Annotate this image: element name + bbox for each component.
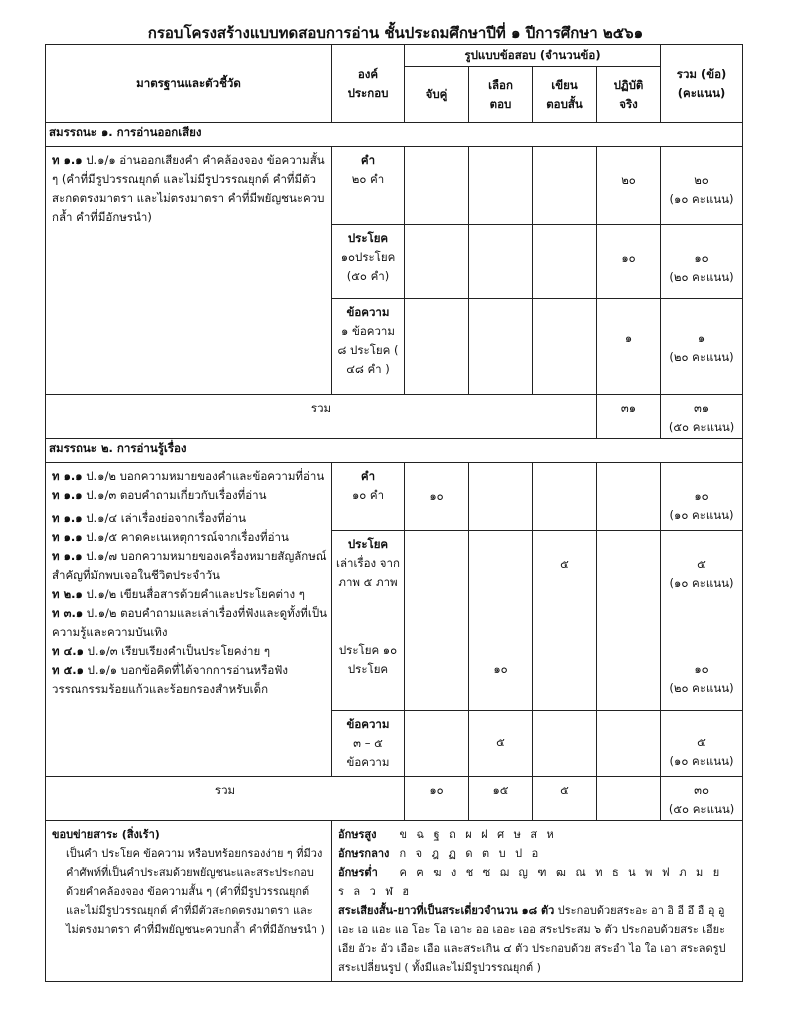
mid-class-label: อักษรกลาง xyxy=(338,847,390,860)
indicator-text: ป.๑/๒ เขียนสื่อสารด้วยคำและประโยคต่าง ๆ xyxy=(86,587,305,601)
practical-cell xyxy=(597,531,661,635)
sum-score: (๕๐ คะแนน) xyxy=(668,802,735,816)
sum-label: รวม xyxy=(46,395,597,439)
component-cell xyxy=(332,711,405,777)
sum-label: รวม xyxy=(46,777,405,821)
indicator-text: ป.๑/๒ ตอบคำถามและเล่าเรื่องที่ฟังและดูทั้งที่เป็นความรู้และความบันเทิง xyxy=(52,606,327,639)
sum-total-cell xyxy=(661,777,743,821)
indicator-code: ท ๑.๑ xyxy=(52,530,83,544)
test-structure-table xyxy=(45,44,743,982)
low-class-label: อักษรต่ำ xyxy=(338,866,378,879)
choice-cell: ๑๐ xyxy=(469,635,533,711)
indicator-text: ป.๑/๓ ตอบคำถามเกี่ยวกับเรื่องที่อ่าน xyxy=(86,488,267,502)
component-cell xyxy=(332,147,405,225)
indicator-code: ท ๓.๑ xyxy=(52,606,84,620)
component-title: คำ xyxy=(360,469,376,483)
sum-short: ๕ xyxy=(533,777,597,821)
total-score: (๑๐ คะแนน) xyxy=(669,192,734,206)
short-cell: ๕ xyxy=(533,531,597,635)
high-class-label: อักษรสูง xyxy=(338,828,377,841)
indicator-line xyxy=(52,585,328,604)
component-title: ข้อความ xyxy=(346,717,390,731)
document-title: กรอบโครงสร้างแบบทดสอบการอ่าน ชั้นประถมศึกษาปีที่ ๑ ปีการศึกษา ๒๕๖๑ xyxy=(147,24,644,42)
sum-practical: ๓๑ xyxy=(597,395,661,439)
component-detail: ๑ ข้อความ ๘ ประโยค ( ๔๘ คำ ) xyxy=(337,324,399,376)
total-count: ๒๐ xyxy=(694,173,709,187)
matching-cell xyxy=(405,635,469,711)
choice-cell xyxy=(469,531,533,635)
sum-total: ๓๐ xyxy=(694,783,709,797)
component-cell xyxy=(332,299,405,395)
indicator-line xyxy=(52,509,328,528)
practical-cell xyxy=(597,711,661,777)
indicator-text: ป.๑/๕ คาดคะเนเหตุการณ์จากเรื่องที่อ่าน xyxy=(86,530,289,544)
choice-cell xyxy=(469,147,533,225)
choice-cell xyxy=(469,463,533,531)
practical-cell: ๑๐ xyxy=(597,225,661,299)
short-cell xyxy=(533,711,597,777)
indicator-code: ท ๑.๑ xyxy=(52,469,83,483)
total-cell xyxy=(661,711,743,777)
header-format-group: รูปแบบข้อสอบ (จำนวนข้อ) xyxy=(405,45,661,67)
vowel-heading: สระเสียงสั้น-ยาวที่เป็นสระเดี่ยวจำนวน ๑๘ ตัว xyxy=(338,904,555,917)
indicator-text: ป.๑/๓ เรียบเรียงคำเป็นประโยคง่าย ๆ xyxy=(87,644,271,658)
indicator-code: ท ๑.๑ xyxy=(52,511,83,525)
indicator-code: ท ๒.๑ xyxy=(52,587,83,601)
scope-body: เป็นคำ ประโยค ข้อความ หรือบทร้อยกรองง่าย ๆ ที่มีวงคำศัพท์ที่เป็นคำประสมด้วยพยัญชนะและสระประกอบด้วยคำคล้องจอง ข้อความสั้น ๆ (คำที่มีรูปวรรณยุกต์ และไม่มีรูปวรรณยุกต์ คำที่มีตัวสะกดตรงมาตรา และไม่ตรงมาตรา คำที่มีพยัญชนะควบกล้ำ คำที่มีอักษรนำ ) xyxy=(66,847,325,936)
indicator-line xyxy=(52,661,328,699)
component-cell xyxy=(332,463,405,531)
indicator-line xyxy=(52,547,328,585)
total-count: ๑๐ xyxy=(694,661,709,676)
practical-cell xyxy=(597,635,661,711)
high-class-letters: ข ฉ ฐ ถ ผ ฝ ศ ษ ส ห xyxy=(399,828,557,841)
total-cell xyxy=(661,463,743,531)
indicator-code: ท ๑.๑ xyxy=(52,549,83,563)
indicator-line xyxy=(52,486,328,505)
indicator-line xyxy=(52,528,328,547)
short-cell xyxy=(533,635,597,711)
matching-cell: ๑๐ xyxy=(405,463,469,531)
matching-cell xyxy=(405,225,469,299)
component-title: คำ xyxy=(360,153,376,167)
sum-score: (๕๐ คะแนน) xyxy=(668,420,735,434)
indicator-code: ท ๑.๑ xyxy=(52,488,83,502)
total-count: ๑๐ xyxy=(694,489,709,503)
component-detail: ๑๐ประโยค (๕๐ คำ) xyxy=(340,250,396,283)
component-detail: เล่าเรื่อง จากภาพ ๕ ภาพ xyxy=(336,556,400,589)
short-cell xyxy=(533,463,597,531)
sum-matching: ๑๐ xyxy=(405,777,469,821)
header-choice: เลือกตอบ xyxy=(469,67,533,123)
short-cell xyxy=(533,147,597,225)
total-count: ๕ xyxy=(697,557,706,571)
header-practical: ปฏิบัติจริง xyxy=(597,67,661,123)
total-count: ๑ xyxy=(697,331,706,345)
total-count: ๕ xyxy=(697,735,706,749)
scope-cell xyxy=(46,821,332,982)
total-score: (๒๐ คะแนน) xyxy=(669,270,734,284)
indicator-text: ป.๑/๗ บอกความหมายของเครื่องหมายสัญลักษณ์สำคัญที่มักพบเจอในชีวิตประจำวัน xyxy=(52,549,327,582)
indicator-text: ป.๑/๑ อ่านออกเสียงคำ คำคล้องจอง ข้อความสั้น ๆ (คำที่มีรูปวรรณยุกต์ และไม่มีรูปวรรณยุกต์ คำที่มีตัวสะกดตรงมาตรา และไม่ตรงมาตรา คำที่มีพยัญชนะควบกล้ำ คำที่มีอักษรนำ) xyxy=(52,153,325,224)
component-cell xyxy=(332,225,405,299)
indicator-code: ท ๔.๑ xyxy=(52,644,84,658)
sum-total-cell xyxy=(661,395,743,439)
practical-cell xyxy=(597,463,661,531)
total-score: (๒๐ คะแนน) xyxy=(669,350,734,364)
total-cell xyxy=(661,225,743,299)
total-cell xyxy=(661,635,743,711)
header-component: องค์ประกอบ xyxy=(332,45,405,123)
component-detail: ๓ – ๕ ข้อความ xyxy=(346,736,390,769)
indicator-line xyxy=(52,467,328,486)
practical-cell: ๑ xyxy=(597,299,661,395)
sum-practical xyxy=(597,777,661,821)
indicator-code: ท ๑.๑ xyxy=(52,153,83,167)
total-score: (๑๐ คะแนน) xyxy=(669,754,734,768)
short-cell xyxy=(533,299,597,395)
total-cell xyxy=(661,147,743,225)
competency-2-indicators xyxy=(46,463,332,777)
total-cell xyxy=(661,299,743,395)
component-cell xyxy=(332,531,405,635)
total-score: (๒๐ คะแนน) xyxy=(669,680,734,695)
header-short: เขียนตอบสั้น xyxy=(533,67,597,123)
component-cell xyxy=(332,635,405,711)
component-detail: ๒๐ คำ xyxy=(351,172,385,186)
indicator-code: ท ๕.๑ xyxy=(52,663,84,677)
header-total: รวม (ข้อ) (คะแนน) xyxy=(661,45,743,123)
competency-2-title: สมรรถนะ ๒. การอ่านรู้เรื่อง xyxy=(46,439,743,463)
component-detail: ประโยค ๑๐ ประโยค xyxy=(338,642,398,676)
total-score: (๑๐ คะแนน) xyxy=(669,576,734,590)
choice-cell xyxy=(469,299,533,395)
component-detail: ๑๐ คำ xyxy=(351,488,385,502)
vowel-text: ประกอบด้วยสระอะ อา อิ อี อึ อื อุ อู เอะ เอ แอะ แอ โอะ โอ เอาะ ออ เออะ เออ สระประสม ๖ ตัว ประกอบด้วยสระ เอียะ เอีย อัวะ อัว เอือะ เอือ และสระเกิน ๔ ตัว ประกอบด้วย สระอำ ไอ ใอ เอา สระลดรูป สระเปลี่ยนรูป ( ทั้งมีและไม่มีรูปวรรณยุกต์ ) xyxy=(338,904,726,974)
component-title: ประโยค xyxy=(347,231,389,245)
indicator-text: ป.๑/๑ บอกข้อคิดที่ได้จากการอ่านหรือฟังวรรณกรรมร้อยแก้วและร้อยกรองสำหรับเด็ก xyxy=(52,663,289,696)
competency-1-indicator xyxy=(46,147,332,395)
sum-choice: ๑๕ xyxy=(469,777,533,821)
component-title: ประโยค xyxy=(347,537,389,551)
component-title: ข้อความ xyxy=(346,305,390,319)
letters-cell xyxy=(332,821,743,982)
header-standard: มาตรฐานและตัวชี้วัด xyxy=(46,45,332,123)
total-score: (๑๐ คะแนน) xyxy=(669,508,734,522)
practical-cell: ๒๐ xyxy=(597,147,661,225)
indicator-text: ป.๑/๒ บอกความหมายของคำและข้อความที่อ่าน xyxy=(86,469,325,483)
indicator-text: ป.๑/๔ เล่าเรื่องย่อจากเรื่องที่อ่าน xyxy=(86,511,247,525)
sum-total: ๓๑ xyxy=(693,401,710,415)
header-matching: จับคู่ xyxy=(405,67,469,123)
total-count: ๑๐ xyxy=(694,251,709,265)
mid-class-letters: ก จ ฎ ฏ ด ต บ ป อ xyxy=(399,847,542,860)
matching-cell xyxy=(405,299,469,395)
short-cell xyxy=(533,225,597,299)
scope-title: ขอบข่ายสาระ (สิ่งเร้า) xyxy=(52,828,160,841)
matching-cell xyxy=(405,711,469,777)
choice-cell: ๕ xyxy=(469,711,533,777)
indicator-line xyxy=(52,642,328,661)
choice-cell xyxy=(469,225,533,299)
competency-1-title: สมรรถนะ ๑. การอ่านออกเสียง xyxy=(46,123,743,147)
indicator-line xyxy=(52,604,328,642)
low-class-letters: ค ฅ ฆ ง ช ซ ฌ ญ ฑ ฒ ณ ท ธ น พ ฟ ภ ม ย ร ล ว ฬ ฮ xyxy=(338,866,723,898)
matching-cell xyxy=(405,147,469,225)
matching-cell xyxy=(405,531,469,635)
total-cell xyxy=(661,531,743,635)
